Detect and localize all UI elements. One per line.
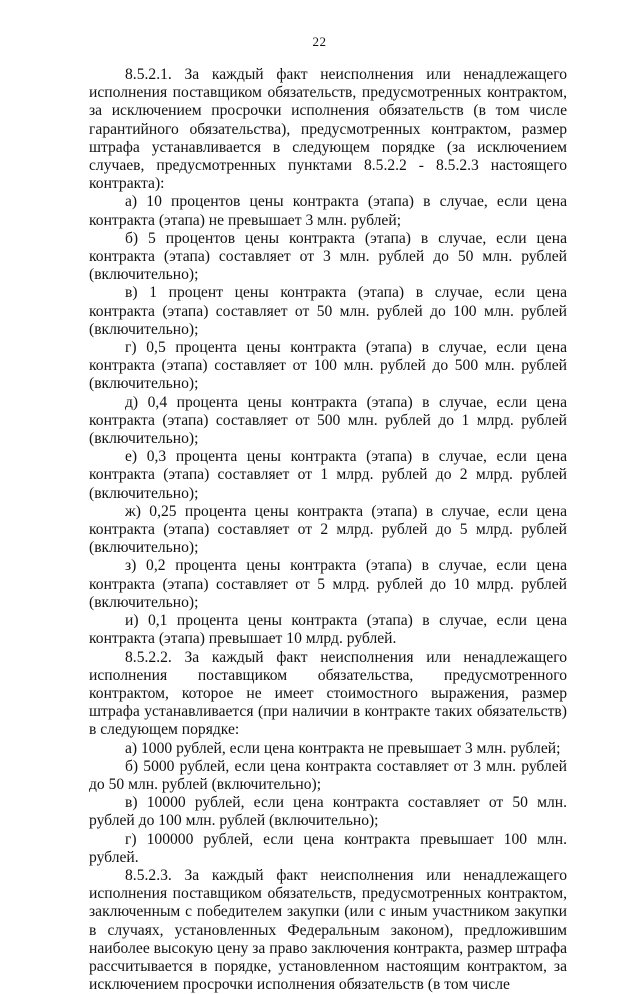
list-item: г) 100000 рублей, если цена контракта превышает 100 млн. рублей. [89, 830, 567, 866]
list-item: и) 0,1 процента цены контракта (этапа) в случае, если цена контракта (этапа) превышает 10 млрд. рублей. [89, 612, 567, 648]
document-body [89, 66, 567, 994]
list-item: а) 1000 рублей, если цена контракта не превышает 3 млн. рублей; [125, 739, 561, 757]
list-item: в) 1 процент цены контракта (этапа) в случае, если цена контракта (этапа) составляет от 50 млн. рублей до 100 млн. рублей (включительно); [89, 284, 567, 338]
list-item: г) 0,5 процента цены контракта (этапа) в случае, если цена контракта (этапа) составляет от 100 млн. рублей до 500 млн. рублей (включительно); [89, 339, 567, 393]
list-item: б) 5000 рублей, если цена контракта составляет от 3 млн. рублей до 50 млн. рублей (включительно); [89, 757, 567, 793]
list-item: б) 5 процентов цены контракта (этапа) в случае, если цена контракта (этапа) составляет от 3 млн. рублей до 50 млн. рублей (включительно); [89, 229, 567, 284]
list-item: а) 10 процентов цены контракта (этапа) в случае, если цена контракта (этапа) не превышает 3 млн. рублей; [89, 193, 567, 229]
clause-8-5-2-3: 8.5.2.3. За каждый факт неисполнения или ненадлежащего исполнения поставщиком обязательств, предусмотренных контрактом, заключенным с победителем закупки (или с иным участником закупки в случаях, установленных Федеральным законом), предложившим наиболее высокую цену за право заключения контракта, размер штрафа рассчитывается в порядке, установленном настоящим контрактом, за исключением просрочки исполнения обязательств (в том числе [89, 866, 567, 994]
list-item: ж) 0,25 процента цены контракта (этапа) в случае, если цена контракта (этапа) составляет от 2 млрд. рублей до 5 млрд. рублей (включительно); [89, 502, 567, 557]
list-item: в) 10000 рублей, если цена контракта составляет от 50 млн. рублей до 100 млн. рублей (включительно); [89, 794, 567, 830]
list-item: д) 0,4 процента цены контракта (этапа) в случае, если цена контракта (этапа) составляет от 500 млн. рублей до 1 млрд. рублей (включительно); [89, 393, 567, 448]
list-item: е) 0,3 процента цены контракта (этапа) в случае, если цена контракта (этапа) составляет от 1 млрд. рублей до 2 млрд. рублей (включительно); [89, 448, 567, 502]
clause-8-5-2-2: 8.5.2.2. За каждый факт неисполнения или ненадлежащего исполнения поставщиком обязательства, предусмотренного контрактом, которое не имеет стоимостного выражения, размер штрафа устанавливается (при наличии в контракте таких обязательств) в следующем порядке: [89, 648, 567, 739]
clause-8-5-2-1: 8.5.2.1. За каждый факт неисполнения или ненадлежащего исполнения поставщиком обязательств, предусмотренных контрактом, за исключением просрочки исполнения обязательств (в том числе гарантийного обязательства), предусмотренных контрактом, размер штрафа устанавливается в следующем порядке (за исключением случаев, предусмотренных пунктами 8.5.2.2 - 8.5.2.3 настоящего контракта): [89, 66, 567, 193]
list-item: з) 0,2 процента цены контракта (этапа) в случае, если цена контракта (этапа) составляет от 5 млрд. рублей до 10 млрд. рублей (включительно); [89, 557, 567, 611]
page-number: 22 [312, 34, 327, 49]
